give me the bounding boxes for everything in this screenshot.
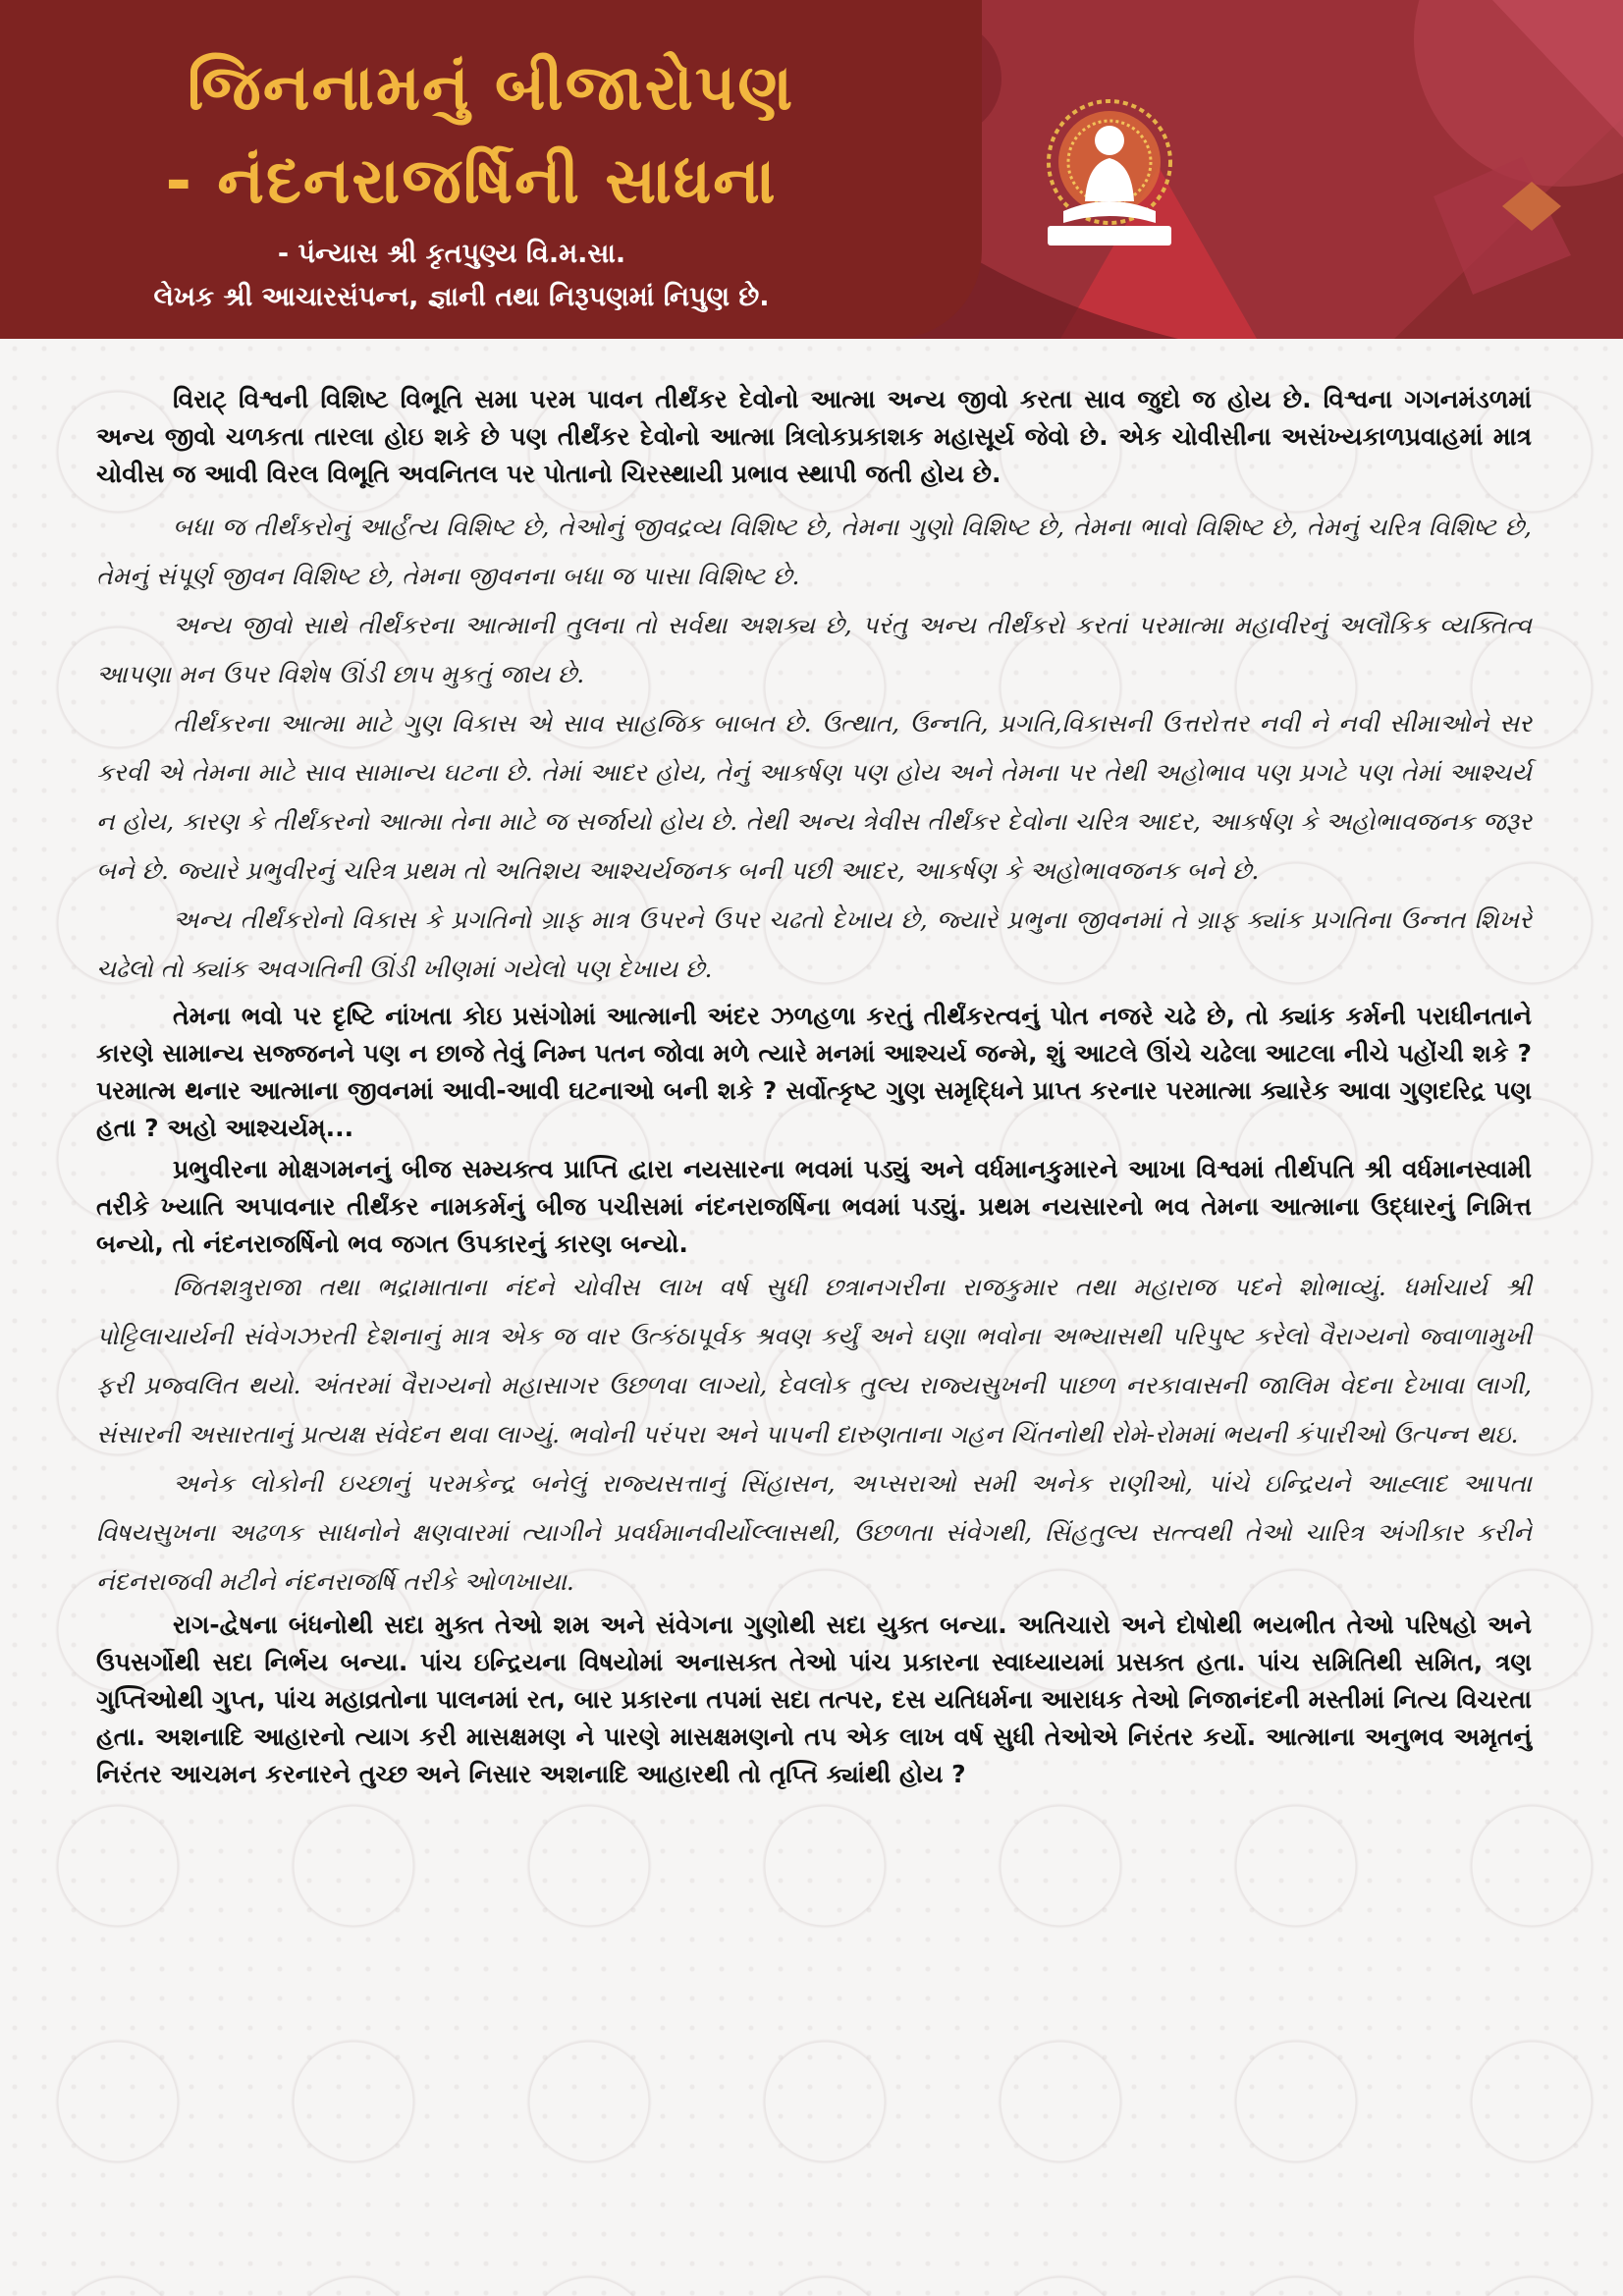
article-title-line1: જિનનામનું બીજારોપણ [187,52,795,125]
paragraph-4: તીર્થંકરના આત્મા માટે ગુણ વિકાસ એ સાવ સાહજિક બાબત છે. ઉત્થાત, ઉન્નતિ, પ્રગતિ,વિકાસની ઉત્તરોત્તર નવી ને નવી સીમાઓને સર કરવી એ તેમના માટે સાવ સામાન્ય ઘટના છે. તેમાં આદર હોય, તેનું આકર્ષણ પણ હોય અને તેમના પર તેથી અહોભાવ પણ પ્રગટે પણ તેમાં આશ્ચર્ય ન હોય, કારણ કે તીર્થંકરનો આત્મા તેના માટે જ સર્જાયો હોય છે. તેથી અન્ય ત્રેવીસ તીર્થંકર દેવોના ચરિત્ર આદર, આકર્ષણ કે અહોભાવજનક જરૂર બને છે. જ્યારે પ્રભુવીરનું ચરિત્ર પ્રથમ તો અતિશય આશ્ચર્યજનક બની પછી આદર, આકર્ષણ કે અહોભાવજનક બને છે. [96,709,1532,885]
paragraph-1: વિરાટ્ વિશ્વની વિશિષ્ટ વિભૂતિ સમા પરમ પાવન તીર્થંકર દેવોનો આત્મા અન્ય જીવો કરતા સાવ જુદો જ હોય છે. વિશ્વના ગગનમંડળમાં અન્ય જીવો ચળકતા તારલા હોઇ શકે છે પણ તીર્થંકર દેવોનો આત્મા ત્રિલોકપ્રકાશક મહાસૂર્ય જેવો છે. એક ચોવીસીના અસંખ્યકાળપ્રવાહમાં માત્ર ચોવીસ જ આવી વિરલ વિભૂતિ અવનિતલ પર પોતાનો ચિરસ્થાયી પ્રભાવ સ્થાપી જતી હોય છે. [96,385,1532,488]
author-name: - પંન્યાસ શ્રી કૃતપુણ્ય વિ.મ.સા. [277,239,626,269]
paragraph-3: અન્ય જીવો સાથે તીર્થંકરના આત્માની તુલના તો સર્વથા અશક્ય છે, પરંતુ અન્ય તીર્થંકરો કરતાં પરમાત્મા મહાવીરનું અલૌકિક વ્યક્તિત્વ આપણા મન ઉપર વિશેષ ઊંડી છાપ મુકતું જાય છે. [96,611,1532,688]
paragraph-6: તેમના ભવો પર દૃષ્ટિ નાંખતા કોઇ પ્રસંગોમાં આત્માની અંદર ઝળહળા કરતું તીર્થંકરત્વનું પોત નજરે ચઢે છે, તો ક્યાંક કર્મની પરાધીનતાને કારણે સામાન્ય સજ્જનને પણ ન છાજે તેવું નિમ્ન પતન જોવા મળે ત્યારે મનમાં આશ્ચર્ય જન્મે, શું આટલે ઊંચે ચઢેલા આટલા નીચે પહોંચી શકે ? પરમાત્મ થનાર આત્માના જીવનમાં આવી-આવી ઘટનાઓ બની શકે ? સર્વોત્કૃષ્ટ ગુણ સમૃદ્ધિને પ્રાપ્ત કરનાર પરમાત્મા ક્યારેક આવા ગુણદરિદ્ર પણ હતા ? અહો આશ્ચર્યમ્... [96,1002,1532,1142]
paragraph-7: પ્રભુવીરના મોક્ષગમનનું બીજ સમ્યક્ત્વ પ્રાપ્તિ દ્વારા નયસારના ભવમાં પડ્યું અને વર્ધમાનકુમારને આખા વિશ્વમાં તીર્થપતિ શ્રી વર્ધમાનસ્વામી તરીકે ખ્યાતિ અપાવનાર તીર્થંકર નામકર્મનું બીજ પચીસમાં નંદનરાજર્ષિના ભવમાં પડ્યું. પ્રથમ નયસારનો ભવ તેમના આત્માના ઉદ્ધારનું નિમિત્ત બન્યો, તો નંદનરાજર્ષિનો ભવ જગત ઉપકારનું કારણ બન્યો. [96,1155,1532,1258]
title-panel [0,0,982,339]
author-note: લેખક શ્રી આચારસંપન્ન, જ્ઞાની તથા નિરૂપણમાં નિપુણ છે. [153,282,770,312]
paragraph-5: અન્ય તીર્થંકરોનો વિકાસ કે પ્રગતિનો ગ્રાફ માત્ર ઉપરને ઉપર ચઢતો દેખાય છે, જ્યારે પ્રભુના જીવનમાં તે ગ્રાફ ક્યાંક પ્રગતિના ઉન્નત શિખરે ચઢેલો તો ક્યાંક અવગતિની ઊંડી ખીણમાં ગયેલો પણ દેખાય છે. [96,905,1532,983]
paragraph-2: બધા જ તીર્થંકરોનું આર્હંત્ય વિશિષ્ટ છે, તેઓનું જીવદ્રવ્ય વિશિષ્ટ છે, તેમના ગુણો વિશિષ્ટ છે, તેમના ભાવો વિશિષ્ટ છે, તેમનું ચરિત્ર વિશિષ્ટ છે, તેમનું સંપૂર્ણ જીવન વિશિષ્ટ છે, તેમના જીવનના બધા જ પાસા વિશિષ્ટ છે. [96,513,1532,590]
jina-statue-icon [1036,93,1183,270]
header-banner [0,0,1623,339]
article-body [96,381,1532,1793]
paragraph-8: જિતશત્રુરાજા તથા ભદ્રામાતાના નંદને ચોવીસ લાખ વર્ષ સુધી છત્રાનગરીના રાજકુમાર તથા મહારાજ પદને શોભાવ્યું. ધર્માચાર્ય શ્રી પોટ્ટિલાચાર્યની સંવેગઝરતી દેશનાનું માત્ર એક જ વાર ઉત્કંઠાપૂર્વક શ્રવણ કર્યું અને ઘણા ભવોના અભ્યાસથી પરિપુષ્ટ કરેલો વૈરાગ્યનો જ્વાળામુખી ફરી પ્રજ્વલિત થયો. અંતરમાં વૈરાગ્યનો મહાસાગર ઉછળવા લાગ્યો, દેવલોક તુલ્ય રાજ્યસુખની પાછળ નરકાવાસની જાલિમ વેદના દેખાવા લાગી, સંસારની અસારતાનું પ્રત્યક્ષ સંવેદન થવા લાગ્યું. ભવોની પરંપરા અને પાપની દારુણતાના ગહન ચિંતનોથી રોમે-રોમમાં ભયની કંપારીઓ ઉત્પન્ન થઇ. [96,1273,1532,1449]
article-title-line2: - નંદનરાજર્ષિની સાધના [165,145,778,218]
header-decoration [884,0,1623,339]
decorative-shapes [884,0,1623,339]
paragraph-9: અનેક લોકોની ઇચ્છાનું પરમકેન્દ્ર બનેલું રાજ્યસત્તાનું સિંહાસન, અપ્સરાઓ સમી અનેક રાણીઓ, પાંચે ઇન્દ્રિયને આહ્લાદ આપતા વિષયસુખના અઢળક સાધનોને ક્ષણવારમાં ત્યાગીને પ્રવર્ધમાનવીર્યોલ્લાસથી, ઉછળતા સંવેગથી, સિંહતુલ્ય સત્ત્વથી તેઓ ચારિત્ર અંગીકાર કરીને નંદનરાજવી મટીને નંદનરાજર્ષિ તરીકે ઓળખાયા. [96,1469,1532,1596]
paragraph-10: રાગ-દ્વેષના બંધનોથી સદા મુક્ત તેઓ શમ અને સંવેગના ગુણોથી સદા યુક્ત બન્યા. અતિચારો અને દોષોથી ભયભીત તેઓ પરિષહો અને ઉપસર્ગોથી સદા નિર્ભય બન્યા. પાંચ ઇન્દ્રિયના વિષયોમાં અનાસક્ત તેઓ પાંચ પ્રકારના સ્વાધ્યાયમાં પ્રસક્ત હતા. પાંચ સમિતિથી સમિત, ત્રણ ગુપ્તિઓથી ગુપ્ત, પાંચ મહાવ્રતોના પાલનમાં રત, બાર પ્રકારના તપમાં સદા તત્પર, દસ યતિધર્મના આરાધક તેઓ નિજાનંદની મસ્તીમાં નિત્ય વિચરતા હતા. અશનાદિ આહારનો ત્યાગ કરી માસક્ષમણ ને પારણે માસક્ષમણનો તપ એક લાખ વર્ષ સુધી તેઓએ નિરંતર કર્યો. આત્માના અનુભવ અમૃતનું નિરંતર આચમન કરનારને તુચ્છ અને નિસાર અશનાદિ આહારથી તો તૃપ્તિ ક્યાંથી હોય ? [96,1611,1532,1788]
